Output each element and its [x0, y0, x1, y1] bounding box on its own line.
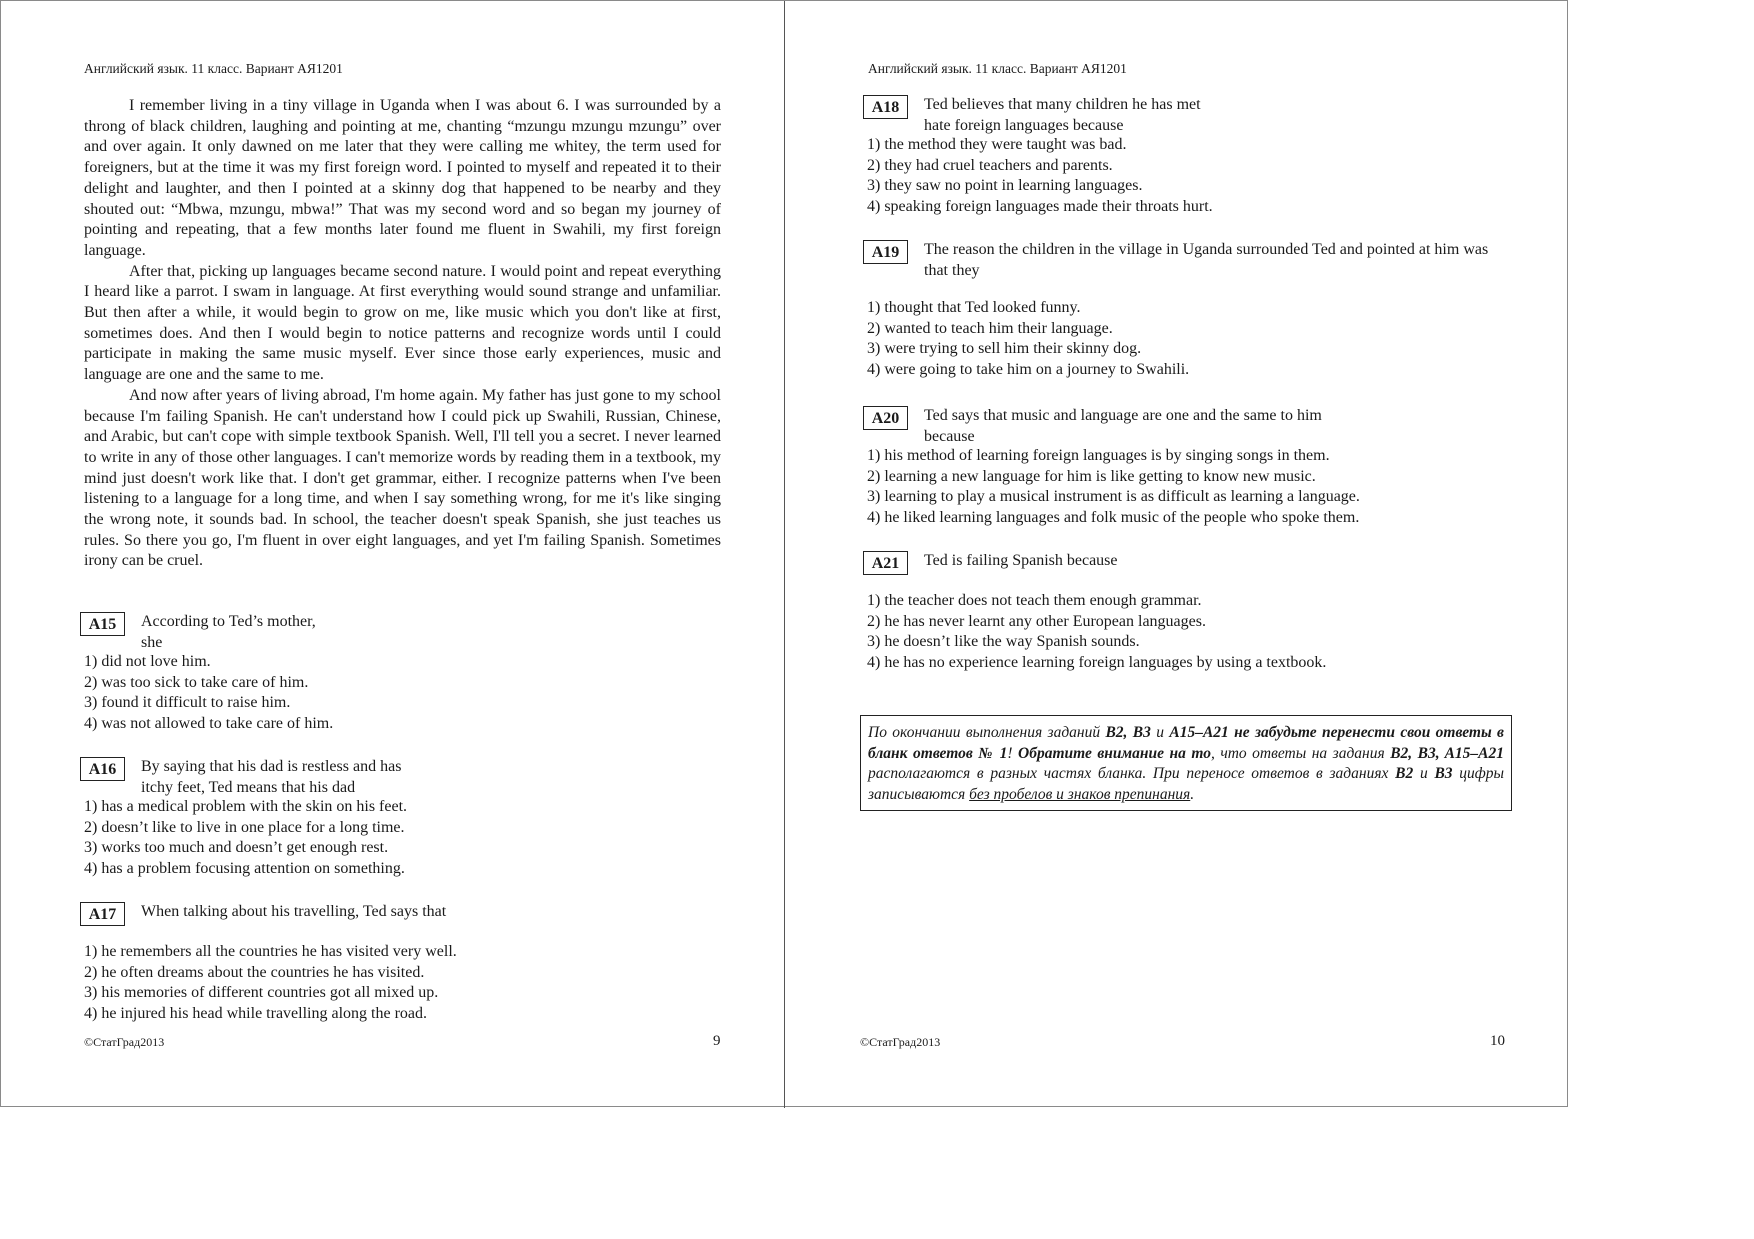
answer-option: 3) learning to play a musical instrument is as difficult as learning a language.	[867, 488, 1360, 506]
notice-text: и	[1413, 765, 1435, 783]
instruction-notice	[860, 715, 1512, 811]
answer-option: 4) he has no experience learning foreign languages by using a textbook.	[867, 654, 1327, 672]
answer-option: 4) was not allowed to take care of him.	[84, 715, 334, 733]
notice-text: и	[1150, 724, 1170, 741]
task-a20	[863, 406, 1360, 529]
answer-option: 2) they had cruel teachers and parents.	[867, 156, 1113, 174]
answer-option: 3) works too much and doesn’t get enough rest.	[84, 839, 389, 857]
answer-options	[84, 797, 407, 880]
task-code: A18	[863, 95, 908, 119]
notice-bold: B3	[1434, 765, 1453, 783]
notice-bold: A15–A21 не забудьте перенести свои ответы в бланк ответов № 1	[868, 724, 1504, 762]
task-a17	[80, 902, 457, 1025]
task-stem: The reason the children in the village in Uganda surrounded Ted and pointed at him was that they	[924, 241, 1489, 279]
page-header: Английский язык. 11 класс. Вариант АЯ1201	[868, 61, 1127, 76]
task-a16	[80, 757, 407, 880]
answer-option: 1) the method they were taught was bad.	[867, 136, 1127, 153]
task-stem: When talking about his travelling, Ted says that	[141, 903, 447, 920]
task-a19	[863, 240, 1489, 381]
page-left	[1, 1, 785, 1108]
page-number: 10	[1490, 1033, 1505, 1049]
answer-options	[867, 446, 1360, 529]
answer-option: 1) his method of learning foreign languages is by singing songs in them.	[867, 447, 1330, 464]
answer-option: 2) he has never learnt any other European languages.	[867, 612, 1206, 630]
answer-option: 4) has a problem focusing attention on something.	[84, 860, 405, 878]
answer-option: 1) has a medical problem with the skin on his feet.	[84, 798, 408, 815]
task-stem: Ted is failing Spanish because	[924, 552, 1118, 569]
task-code: A19	[863, 240, 908, 264]
copyright-footer: ©СтатГрад2013	[860, 1035, 941, 1049]
answer-options	[84, 652, 333, 735]
answer-option: 2) doesn’t like to live in one place for a long time.	[84, 818, 405, 836]
notice-bold: Обратите внимание на то	[1018, 744, 1211, 762]
answer-option: 2) was too sick to take care of him.	[84, 673, 309, 691]
notice-text: !	[1007, 744, 1019, 762]
passage-paragraph: And now after years of living abroad, I'm home again. My father has just gone to my school because I'm failing Spanish. He can't understand how I could pick up Swahili, Russian, Chinese, and Arabic, but can't cope with simple textbook Spanish. Well, I'll tell you a secret. I never learned to write in any of those other languages. I can't memorize words by reading them in a textbook, my mind just doesn't work like that. I don't get grammar, either. I recognize patterns when I've been listening to a language for a long time, and when I say something wrong, for me it's like singing the wrong note, it sounds bad. In school, the teacher doesn't speak Spanish, she just teaches us rules. So there you go, I'm fluent in over eight languages, and yet I'm failing Spanish. Sometimes irony can be cruel.	[84, 386, 721, 570]
task-stem: Ted says that music and language are one and the same to him because	[924, 407, 1322, 445]
answer-option: 4) he liked learning languages and folk music of the people who spoke them.	[867, 509, 1360, 527]
task-code: A16	[80, 757, 125, 781]
answer-option: 1) he remembers all the countries he has visited very well.	[84, 943, 457, 960]
page-header: Английский язык. 11 класс. Вариант АЯ1201	[84, 61, 343, 76]
passage-paragraph: I remember living in a tiny village in Uganda when I was about 6. I was surrounded by a throng of black children, laughing and pointing at me, chanting “mzungu mzungu mzungu” over and over again. It only dawned on me later that they were calling me whitey, the term used for foreigners, but at the time it was my first foreign word. I pointed to myself and repeated it to their delight and laughter, and then I pointed at a skinny dog that happened to be nearby and they shouted out: “Mbwa, mzungu, mbwa!” That was my second word and so began my journey of pointing and repeating, that a few months later found me fluent in Swahili, my first foreign language.	[84, 97, 721, 259]
notice-text: .	[1190, 786, 1195, 804]
answer-options	[867, 591, 1326, 674]
answer-option: 4) speaking foreign languages made their throats hurt.	[867, 198, 1213, 216]
answer-option: 1) the teacher does not teach them enough grammar.	[867, 592, 1202, 609]
answer-option: 4) he injured his head while travelling along the road.	[84, 1005, 428, 1023]
notice-bold: B2, B3	[1105, 724, 1151, 741]
answer-options	[867, 135, 1213, 218]
notice-text: , что ответы на задания	[1210, 744, 1391, 762]
page-right	[785, 1, 1569, 1108]
answer-option: 2) wanted to teach him their language.	[867, 319, 1113, 337]
answer-option: 3) he doesn’t like the way Spanish sounds.	[867, 633, 1140, 651]
answer-option: 2) learning a new language for him is like getting to know new music.	[867, 467, 1316, 485]
task-stem: According to Ted’s mother, she	[141, 613, 316, 651]
task-a15	[80, 612, 333, 735]
answer-options	[867, 298, 1189, 381]
answer-option: 3) found it difficult to raise him.	[84, 694, 291, 712]
answer-option: 3) they saw no point in learning languages.	[867, 177, 1143, 195]
task-code: A21	[863, 551, 908, 575]
task-a18	[863, 95, 1213, 218]
page-number: 9	[713, 1033, 721, 1049]
answer-option: 1) thought that Ted looked funny.	[867, 299, 1081, 316]
answer-option: 3) his memories of different countries got all mixed up.	[84, 984, 439, 1002]
notice-bold: B2	[1395, 765, 1414, 783]
task-code: A15	[80, 612, 125, 636]
notice-bold: B2, B3, A15–A21	[1390, 744, 1504, 762]
answer-option: 3) were trying to sell him their skinny dog.	[867, 340, 1142, 358]
task-code: A20	[863, 406, 908, 430]
notice-text: цифры записываются	[868, 765, 1505, 804]
notice-underline: без пробелов и знаков препинания	[969, 786, 1191, 804]
reading-passage	[84, 96, 721, 572]
task-stem: By saying that his dad is restless and has itchy feet, Ted means that his dad	[141, 758, 402, 796]
task-stem: Ted believes that many children he has met hate foreign languages because	[924, 96, 1201, 134]
answer-option: 2) he often dreams about the countries he has visited.	[84, 963, 425, 981]
answer-option: 1) did not love him.	[84, 653, 211, 670]
passage-paragraph: After that, picking up languages became second nature. I would point and repeat everything I heard like a parrot. I swam in language. At first everything would sound strange and unfamiliar. But then after a while, it would begin to grow on me, like music which you don't like at first, sometimes does. And then I would begin to notice patterns and recognize words until I could participate in making the same music myself. Ever since those early experiences, music and language are one and the same to me.	[84, 262, 721, 384]
notice-text: располагаются в разных частях бланка. При переносе ответов в заданиях	[868, 765, 1396, 783]
answer-options	[84, 942, 457, 1025]
notice-text: По окончании выполнения заданий	[868, 724, 1106, 741]
copyright-footer: ©СтатГрад2013	[84, 1035, 165, 1049]
task-a21	[863, 551, 1326, 674]
answer-option: 4) were going to take him on a journey to Swahili.	[867, 361, 1190, 379]
task-code: A17	[80, 902, 125, 926]
